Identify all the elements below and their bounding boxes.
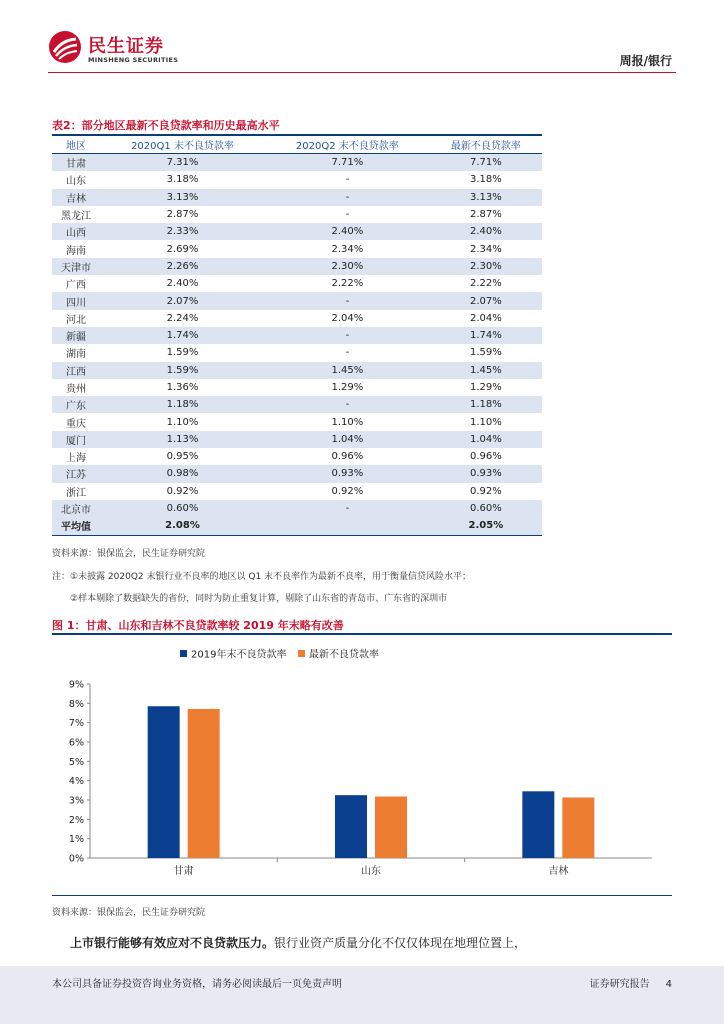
rate-cell: 2.40% [430,223,542,240]
minsheng-logo-icon [48,30,82,64]
region-cell: 贵州 [66,384,87,395]
rate-cell: 3.18% [470,174,502,186]
report-category: 周报/银行 [619,54,672,68]
rate-cell: - [345,347,350,359]
rate-cell: 2.40% [166,278,199,290]
region-cell: 山西 [52,223,100,240]
rate-cell: - [265,396,430,413]
region-cell: 厦门 [52,431,100,448]
rate-cell: 0.98% [100,465,265,482]
rate-cell: 1.59% [470,347,502,359]
rate-cell: 0.96% [331,451,364,463]
column-header: 2020Q1 末不良贷款率 [131,141,234,152]
rate-cell: 0.60% [430,500,542,517]
minsheng-logo [48,30,188,70]
rate-cell: 2.22% [470,278,502,290]
rate-cell: 7.71% [265,154,430,172]
table-row [52,171,542,188]
rate-cell: - [265,292,430,309]
x-tick-label: 山东 [361,866,381,877]
rate-cell: 0.92% [166,485,199,497]
y-tick-label: 5% [68,756,84,768]
region-cell: 天津市 [52,258,100,275]
rate-cell: 0.92% [331,485,364,497]
bar-2019 [148,706,180,858]
average-label: 平均值 [52,517,100,535]
rate-cell: - [265,500,430,517]
region-cell: 上海 [66,453,87,465]
npl-rate-table [52,136,542,536]
rate-cell: 1.45% [265,362,430,379]
rate-cell: 1.10% [470,416,502,428]
y-tick-label: 4% [68,776,84,788]
bar-2019 [522,791,554,858]
region-cell: 新疆 [52,327,100,344]
region-cell: 甘肃 [52,154,100,172]
figure-title: 图 1：甘肃、山东和吉林不良贷款率较 2019 年末略有改善 [52,619,344,632]
rate-cell: 2.87% [470,209,502,221]
table-header-row [52,136,542,154]
rate-cell: 7.31% [100,154,265,172]
region-cell: 北京市 [52,500,100,517]
figure-bottom-divider [52,895,672,896]
page-footer [0,966,724,1024]
region-cell: 广东 [52,396,100,413]
rate-cell: 2.24% [166,312,199,324]
rate-cell: 1.36% [166,382,199,393]
logo-chinese-name: 民生证券 [88,36,164,57]
rate-cell: 1.10% [166,416,199,428]
rate-cell: 3.13% [430,189,542,206]
footer-disclaimer: 本公司具备证券投资咨询业务资格，请务必阅读最后一页免责声明 [52,979,342,990]
rate-cell: 1.18% [100,396,265,413]
region-cell: 江苏 [52,465,100,482]
rate-cell: 0.96% [470,451,502,463]
rate-cell: 2.87% [166,209,199,221]
table-row [52,327,542,344]
region-cell: 江西 [52,362,100,379]
footer-right [590,975,672,990]
table-row [52,413,542,430]
rate-cell: 2.07% [430,292,542,309]
rate-cell: 1.59% [100,362,265,379]
footer-report-type: 证券研究报告 [589,979,650,990]
rate-cell: 0.93% [265,465,430,482]
legend-label: 2019年末不良贷款率 [191,649,287,661]
body-paragraph [70,934,526,951]
rate-cell: 2.26% [100,258,265,275]
rate-cell: 2.04% [331,312,364,324]
legend-swatch [180,650,187,657]
rate-cell: 1.59% [166,347,199,359]
bar-latest [562,797,594,858]
y-tick-label: 3% [68,795,84,807]
figure-title-divider [52,633,672,635]
rate-cell: 0.92% [470,485,502,497]
region-cell: 黑龙江 [61,211,92,223]
table-note-2: ②样本剔除了数据缺失的省份，同时为防止重复计算，剔除了山东省的青岛市、广东省的深圳市 [70,594,448,604]
region-cell: 重庆 [66,418,87,430]
table-row [52,500,542,517]
table-row [52,448,542,465]
rate-cell: 0.95% [166,451,199,463]
table-row [52,206,542,223]
rate-cell: 2.07% [100,292,265,309]
region-cell: 湖南 [66,349,87,361]
rate-cell: 1.45% [430,362,542,379]
figure-source: 资料来源：银保监会，民生证券研究院 [52,908,206,918]
rate-cell: 2.69% [166,243,199,255]
region-cell: 河北 [66,314,87,326]
table-title: 表2：部分地区最新不良贷款率和历史最高水平 [52,119,280,132]
x-tick-label: 吉林 [548,866,569,877]
bar-2019 [335,795,367,858]
y-tick-label: 7% [68,718,84,730]
page-header [0,0,724,78]
body-bold-lead: 上市银行能够有效应对不良贷款压力。 [70,936,275,950]
region-cell: 四川 [52,292,100,309]
table-row [52,240,542,257]
rate-cell: 1.18% [430,396,542,413]
column-header: 地区 [66,141,87,152]
rate-cell: - [265,327,430,344]
rate-cell: 0.60% [100,500,265,517]
npl-bar-chart [52,640,672,892]
rate-cell: 0.93% [430,465,542,482]
average-row [52,517,542,535]
rate-cell: 1.04% [430,431,542,448]
average-value: 2.08% [100,517,265,535]
body-text: 银行业资产质量分化不仅仅体现在地理位置上， [274,936,527,950]
rate-cell: 3.18% [166,174,199,186]
rate-cell: 2.34% [470,243,502,255]
rate-cell: 7.71% [430,154,542,172]
table-row [52,396,542,413]
y-tick-label: 2% [68,814,84,826]
rate-cell: - [265,189,430,206]
y-tick-label: 8% [68,698,84,710]
rate-cell: 2.33% [100,223,265,240]
table-row [52,189,542,206]
header-divider [48,72,676,73]
y-tick-label: 1% [68,834,84,846]
table-row [52,483,542,500]
table-row [52,431,542,448]
table-row [52,465,542,482]
table-row [52,258,542,275]
table-row [52,310,542,327]
bar-latest [375,797,407,858]
y-tick-label: 9% [68,679,84,691]
table-row [52,154,542,172]
rate-cell: - [345,209,350,221]
table-row [52,344,542,361]
rate-cell: 1.29% [331,382,364,393]
rate-cell: 1.74% [430,327,542,344]
rate-cell: - [345,174,350,186]
column-header: 2020Q2 末不良贷款率 [295,141,399,152]
region-cell: 海南 [66,245,87,257]
y-tick-label: 0% [68,853,84,865]
rate-cell: 2.30% [265,258,430,275]
rate-cell: 3.13% [100,189,265,206]
table-source: 资料来源：银保监会，民生证券研究院 [52,549,206,559]
bar-latest [188,709,220,858]
legend-swatch [298,650,305,657]
page-number: 4 [665,979,672,990]
table-row [52,275,542,292]
table-row [52,223,542,240]
logo-english-name: MINSHENG SECURITIES [88,56,179,64]
rate-cell: 1.29% [470,382,502,393]
column-header: 最新不良贷款率 [450,141,521,152]
region-cell: 浙江 [66,487,87,499]
average-value [265,517,430,535]
table-row [52,379,542,396]
rate-cell: 1.10% [331,416,364,428]
table-row [52,292,542,309]
region-cell: 广西 [66,280,87,292]
x-tick-label: 甘肃 [173,866,194,877]
region-cell: 山东 [66,176,87,188]
rate-cell: 2.40% [265,223,430,240]
rate-cell: 1.13% [100,431,265,448]
rate-cell: 1.74% [100,327,265,344]
table-row [52,362,542,379]
region-cell: 吉林 [52,189,100,206]
y-tick-label: 6% [68,737,84,749]
rate-cell: 2.22% [331,278,364,290]
table-note-1: 注：①未披露 2020Q2 末银行业不良率的地区以 Q1 末不良率作为最新不良率，用于衡量信贷风险水平； [52,572,472,582]
rate-cell: 1.04% [265,431,430,448]
rate-cell: 2.34% [331,243,364,255]
rate-cell: 2.30% [430,258,542,275]
rate-cell: 2.04% [470,312,502,324]
average-value: 2.05% [430,517,542,535]
legend-label: 最新不良贷款率 [309,649,379,661]
